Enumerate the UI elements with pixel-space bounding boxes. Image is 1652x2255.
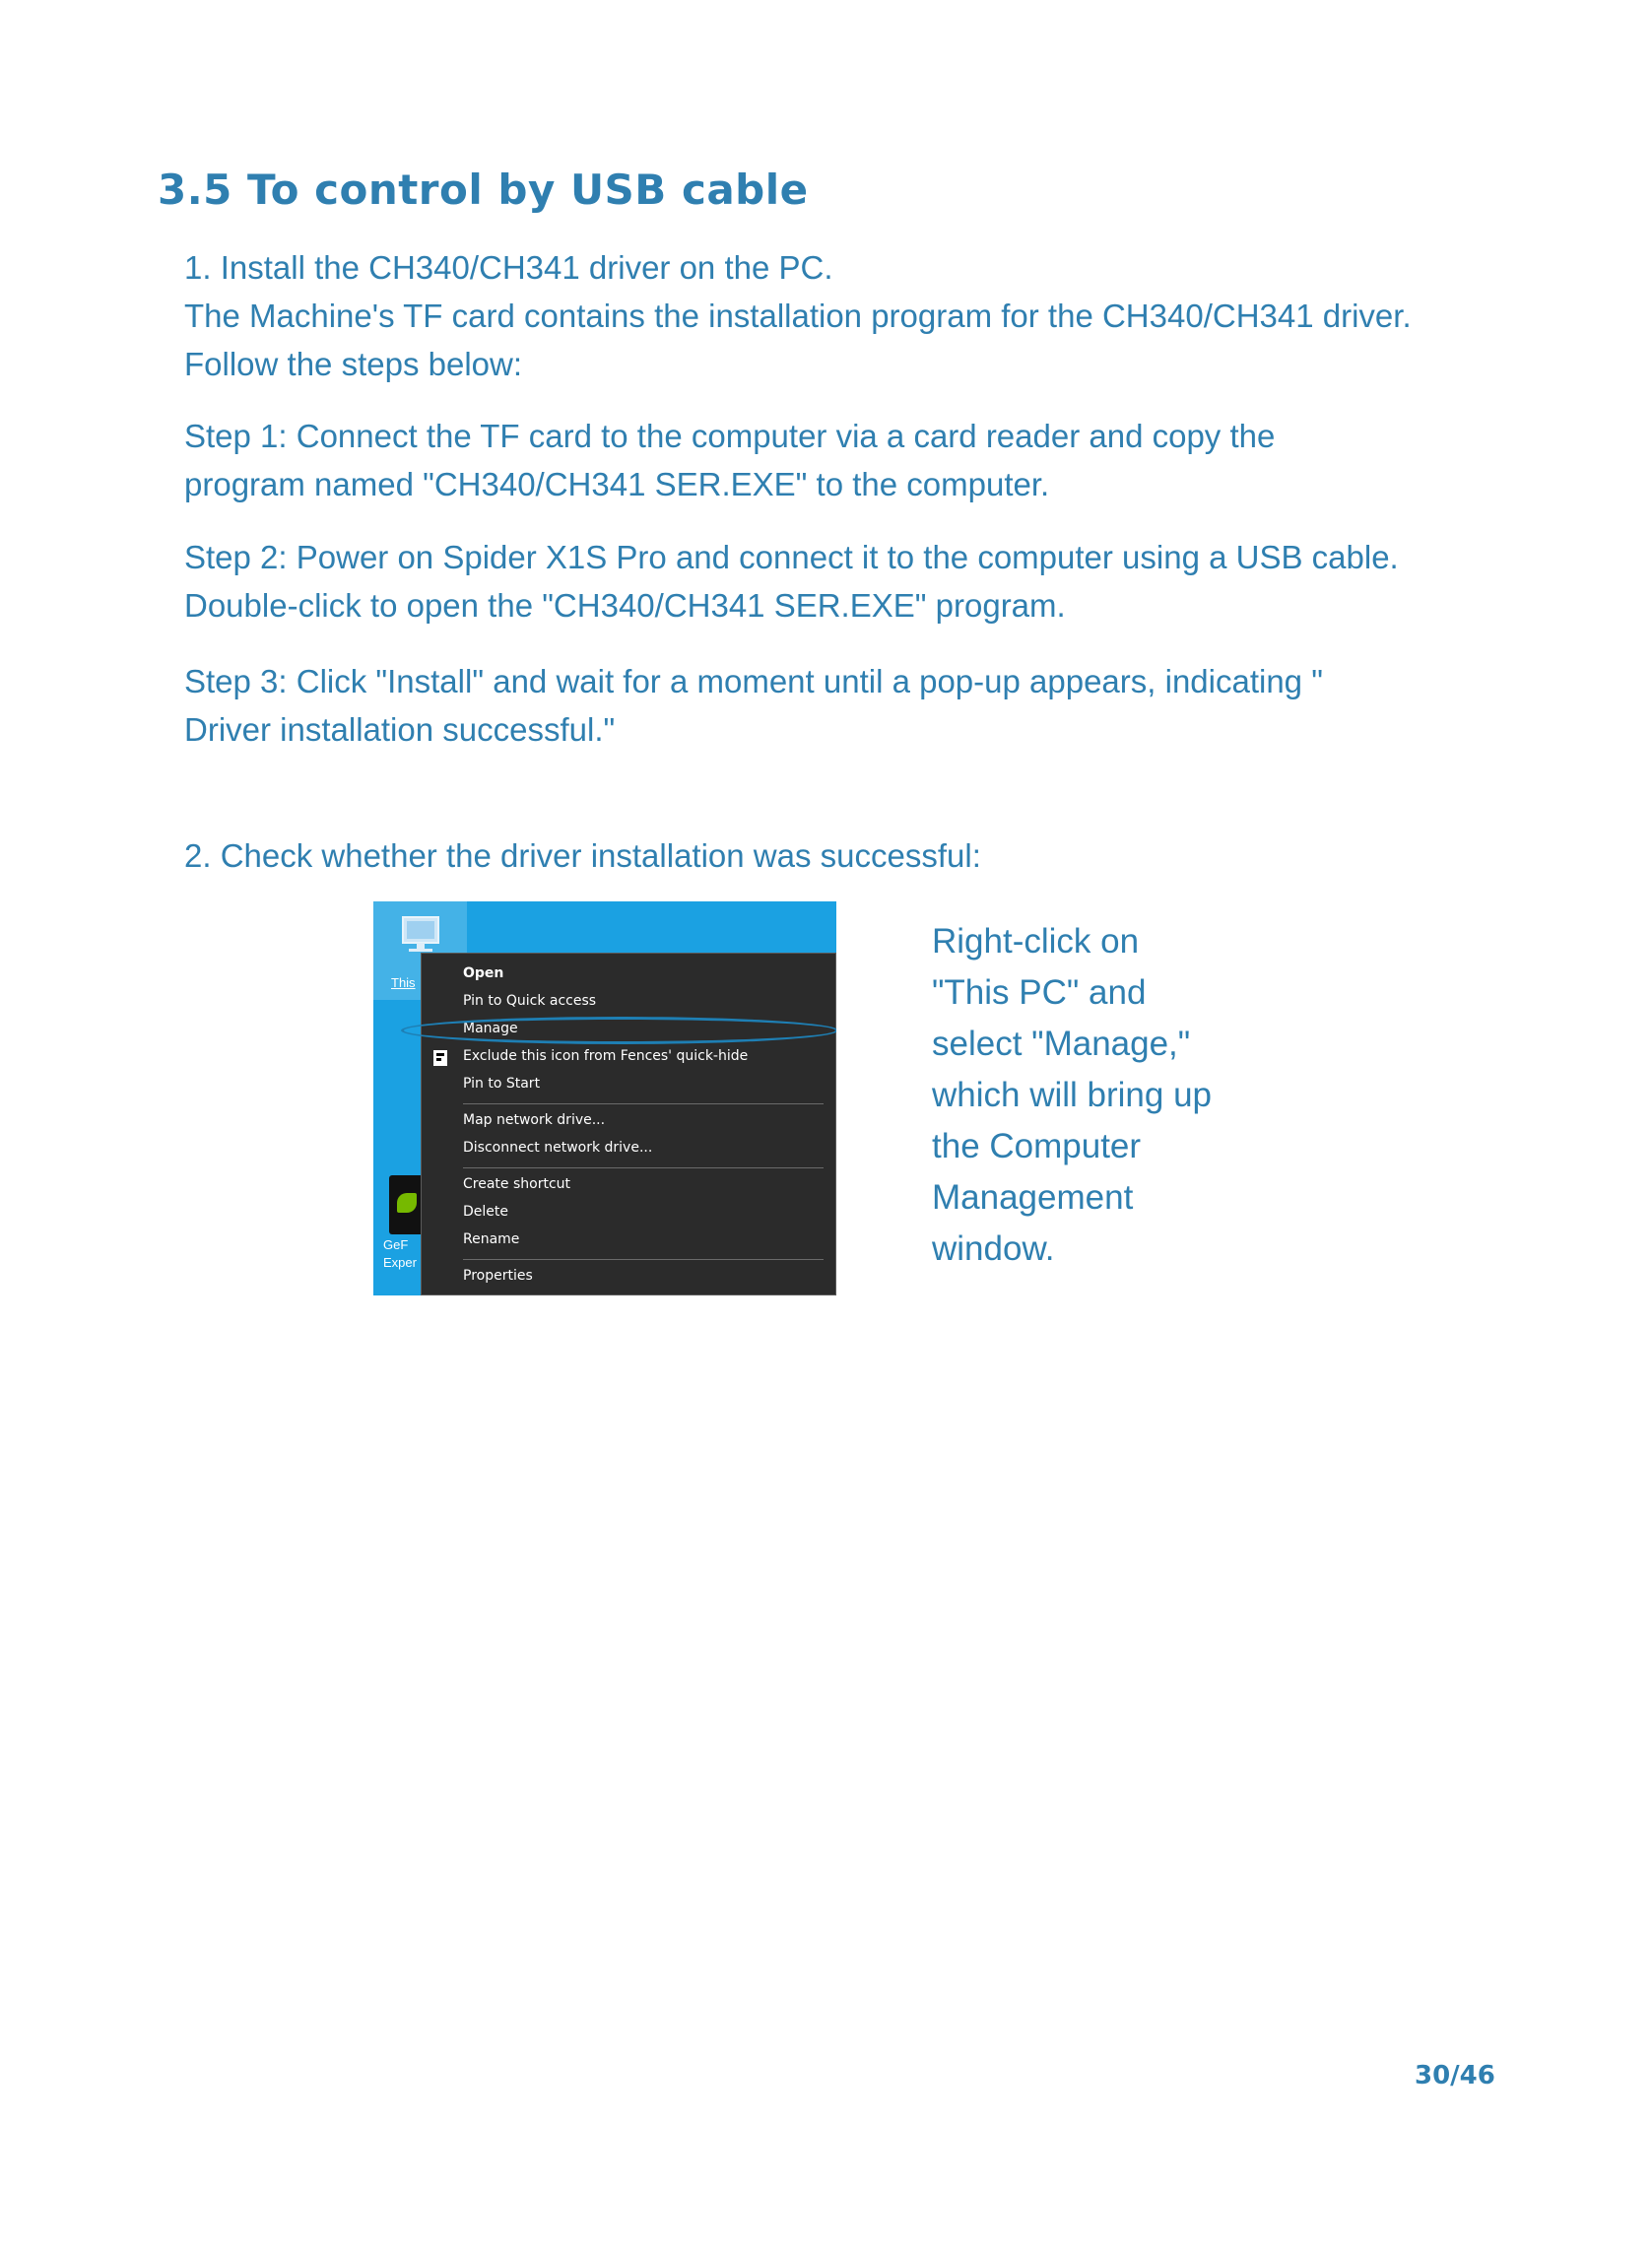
menu-item-rename[interactable]: Rename [463, 1231, 520, 1247]
this-pc-label: This [391, 975, 416, 990]
menu-item-delete[interactable]: Delete [463, 1204, 508, 1220]
step-3-line-2: Driver installation successful." [184, 711, 616, 748]
menu-separator [463, 1167, 824, 1168]
step-1 [184, 412, 1544, 508]
manage-highlight-ring [401, 1017, 836, 1044]
side-line-6: Management [932, 1178, 1134, 1217]
intro-line-1: 1. Install the CH340/CH341 driver on the PC. [184, 249, 833, 286]
menu-item-disconnect-network-drive[interactable]: Disconnect network drive... [463, 1140, 653, 1156]
menu-separator [463, 1259, 824, 1260]
side-line-5: the Computer [932, 1127, 1142, 1165]
step-2-line-2: Double-click to open the "CH340/CH341 SER.EXE" program. [184, 587, 1066, 624]
section-2-line: 2. Check whether the driver installation was successful: [184, 837, 981, 874]
monitor-icon [399, 913, 442, 957]
intro-line-3: Follow the steps below: [184, 346, 523, 382]
menu-separator [463, 1103, 824, 1104]
side-line-7: window. [932, 1229, 1055, 1268]
menu-item-open[interactable]: Open [463, 965, 504, 981]
section-heading: 3.5 To control by USB cable [158, 166, 809, 214]
fences-icon [433, 1050, 447, 1066]
step-1-line-1: Step 1: Connect the TF card to the computer via a card reader and copy the [184, 418, 1276, 454]
menu-item-create-shortcut[interactable]: Create shortcut [463, 1176, 571, 1192]
nvidia-icon [389, 1175, 425, 1234]
step-2 [184, 533, 1544, 630]
intro-line-2: The Machine's TF card contains the installation program for the CH340/CH341 driver. [184, 298, 1412, 334]
side-instruction [932, 916, 1287, 1275]
context-menu [421, 953, 836, 1295]
page-number: 30/46 [1415, 2061, 1495, 2090]
side-line-1: Right-click on [932, 922, 1140, 961]
nvidia-label-line-1: GeF [383, 1237, 409, 1252]
nvidia-label-line-2: Exper [383, 1255, 417, 1270]
check-driver-heading [184, 831, 1544, 880]
side-line-4: which will bring up [932, 1076, 1213, 1114]
step-3 [184, 657, 1544, 754]
menu-item-pin-quick-access[interactable]: Pin to Quick access [463, 993, 597, 1009]
step-1-line-2: program named "CH340/CH341 SER.EXE" to the computer. [184, 466, 1050, 502]
nvidia-label [383, 1236, 417, 1272]
side-line-3: select "Manage," [932, 1025, 1191, 1063]
menu-item-pin-start[interactable]: Pin to Start [463, 1076, 541, 1092]
step-2-line-1: Step 2: Power on Spider X1S Pro and connect it to the computer using a USB cable. [184, 539, 1399, 575]
menu-item-map-network-drive[interactable]: Map network drive... [463, 1112, 606, 1128]
menu-item-manage[interactable]: Manage [463, 1021, 518, 1036]
menu-item-properties[interactable]: Properties [463, 1268, 533, 1284]
install-driver-intro [184, 243, 1544, 388]
menu-item-exclude-fences[interactable]: Exclude this icon from Fences' quick-hide [463, 1048, 749, 1064]
side-line-2: "This PC" and [932, 973, 1147, 1012]
step-3-line-1: Step 3: Click "Install" and wait for a moment until a pop-up appears, indicating " [184, 663, 1323, 699]
context-menu-screenshot [373, 901, 836, 1295]
